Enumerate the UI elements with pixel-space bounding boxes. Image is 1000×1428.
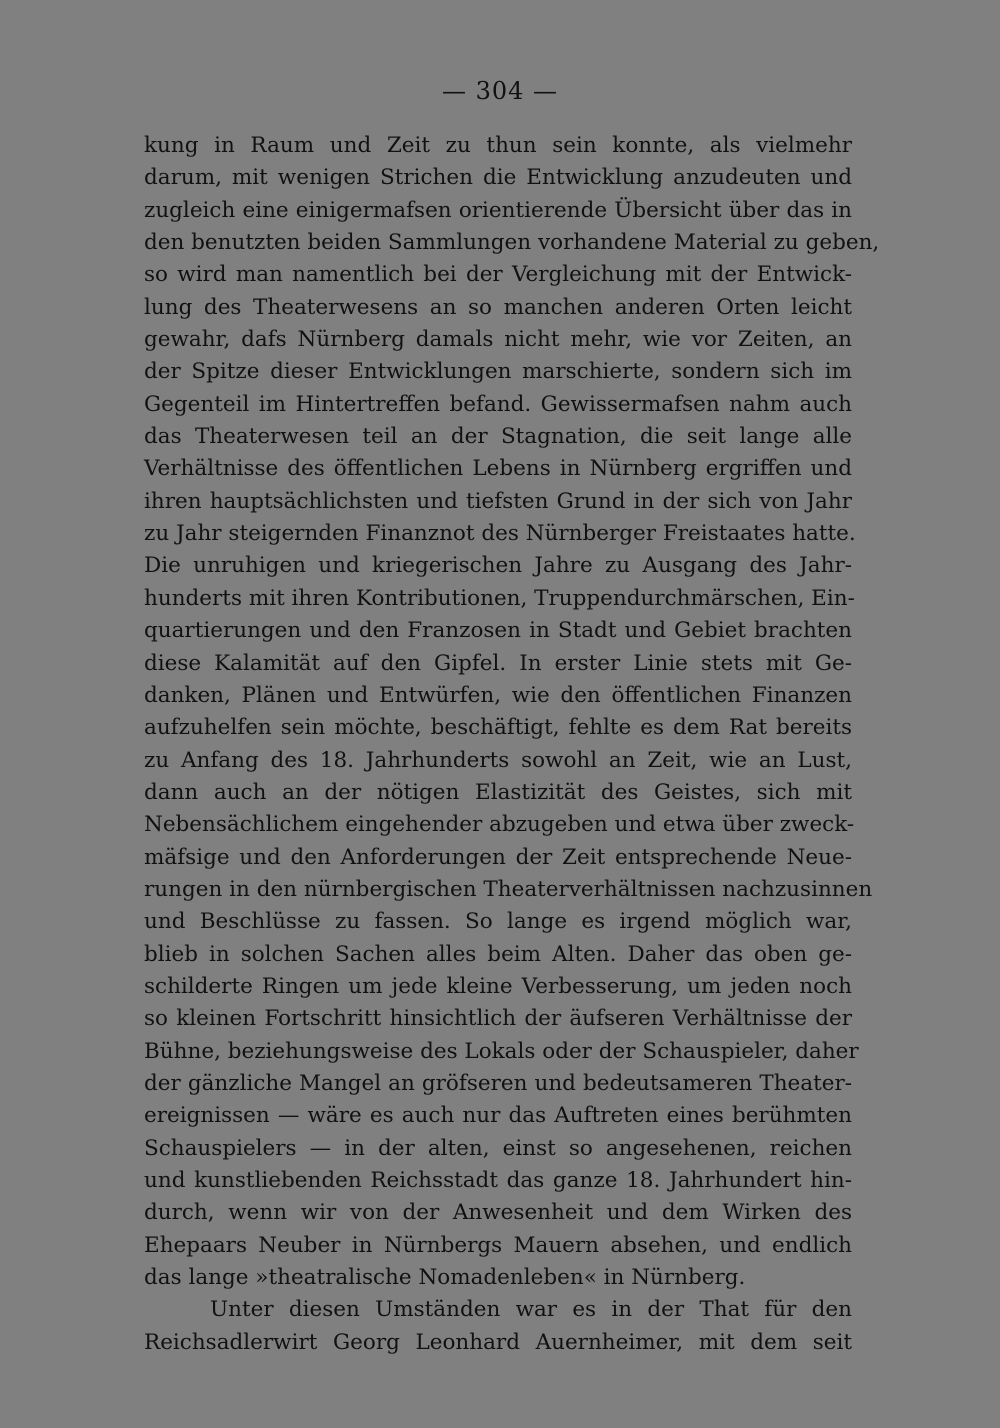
text-line: das lange »theatralische Nomadenleben« in Nürnberg. <box>144 1265 746 1291</box>
text-line: zu Jahr steigernden Finanznot des Nürnberger Freistaates hatte. <box>144 521 856 547</box>
text-line: danken, Plänen und Entwürfen, wie den öffentlichen Finanzen <box>144 682 852 708</box>
text-line: ereignissen — wäre es auch nur das Auftreten eines berühmten <box>144 1103 852 1129</box>
text-line: Unter diesen Umständen war es in der That für den <box>210 1297 852 1323</box>
text-line: blieb in solchen Sachen alles beim Alten. Daher das oben ge- <box>144 941 852 967</box>
text-line: so kleinen Fortschritt hinsichtlich der äufseren Verhältnisse der <box>144 1006 852 1032</box>
text-line: kung in Raum und Zeit zu thun sein konnte, als vielmehr <box>144 133 852 158</box>
text-line: Ehepaars Neuber in Nürnbergs Mauern absehen, und endlich <box>144 1232 852 1258</box>
text-line: zugleich eine einigermafsen orientierende Übersicht über das in <box>144 197 852 223</box>
text-line: das Theaterwesen teil an der Stagnation, die seit lange alle <box>144 424 852 450</box>
text-line: quartierungen und den Franzosen in Stadt und Gebiet brachten <box>144 618 852 644</box>
body-text <box>144 130 880 1359</box>
text-line: ihren hauptsächlichsten und tiefsten Grund in der sich von Jahr <box>144 488 852 514</box>
text-line: darum, mit wenigen Strichen die Entwicklung anzudeuten und <box>144 165 852 191</box>
text-line: Schauspielers — in der alten, einst so angesehenen, reichen <box>144 1135 852 1161</box>
page-number: — 304 — <box>441 77 559 105</box>
text-line: mäfsige und den Anforderungen der Zeit entsprechende Neue- <box>144 844 852 870</box>
text-line: rungen in den nürnbergischen Theaterverhältnissen nachzusinnen <box>144 876 873 902</box>
text-line: lung des Theaterwesens an so manchen anderen Orten leicht <box>144 294 852 320</box>
text-line: so wird man namentlich bei der Vergleichung mit der Entwick- <box>144 262 852 288</box>
text-line: Reichsadlerwirt Georg Leonhard Auernheimer, mit dem seit <box>144 1329 852 1355</box>
text-line: durch, wenn wir von der Anwesenheit und dem Wirken des <box>144 1200 852 1226</box>
text-line: Die unruhigen und kriegerischen Jahre zu Ausgang des Jahr- <box>144 553 852 579</box>
text-line: Bühne, beziehungsweise des Lokals oder der Schauspieler, daher <box>144 1038 859 1064</box>
text-line: zu Anfang des 18. Jahrhunderts sowohl an Zeit, wie an Lust, <box>144 747 852 773</box>
text-line: diese Kalamität auf den Gipfel. In erster Linie stets mit Ge- <box>144 650 852 676</box>
text-line: hunderts mit ihren Kontributionen, Truppendurchmärschen, Ein- <box>144 585 855 611</box>
text-line: schilderte Ringen um jede kleine Verbesserung, um jeden noch <box>144 973 852 999</box>
text-line: den benutzten beiden Sammlungen vorhandene Material zu geben, <box>144 230 880 256</box>
text-line: und kunstliebenden Reichsstadt das ganze 18. Jahrhundert hin- <box>144 1168 852 1193</box>
text-line: Nebensächlichem eingehender abzugeben und etwa über zweck- <box>144 812 855 838</box>
text-line: der Spitze dieser Entwicklungen marschierte, sondern sich im <box>144 359 852 385</box>
text-line: aufzuhelfen sein möchte, beschäftigt, fehlte es dem Rat bereits <box>144 715 852 741</box>
paragraph <box>144 1294 852 1359</box>
text-line: Verhältnisse des öffentlichen Lebens in Nürnberg ergriffen und <box>144 456 852 482</box>
text-line: dann auch an der nötigen Elastizität des Geistes, sich mit <box>144 779 852 805</box>
paragraph <box>144 130 880 1294</box>
text-line: und Beschlüsse zu fassen. So lange es irgend möglich war, <box>144 909 852 935</box>
text-line: Gegenteil im Hintertreffen befand. Gewissermafsen nahm auch <box>144 391 852 417</box>
text-line: der gänzliche Mangel an gröfseren und bedeutsameren Theater- <box>144 1070 852 1096</box>
text-line: gewahr, dafs Nürnberg damals nicht mehr, wie vor Zeiten, an <box>144 327 852 353</box>
